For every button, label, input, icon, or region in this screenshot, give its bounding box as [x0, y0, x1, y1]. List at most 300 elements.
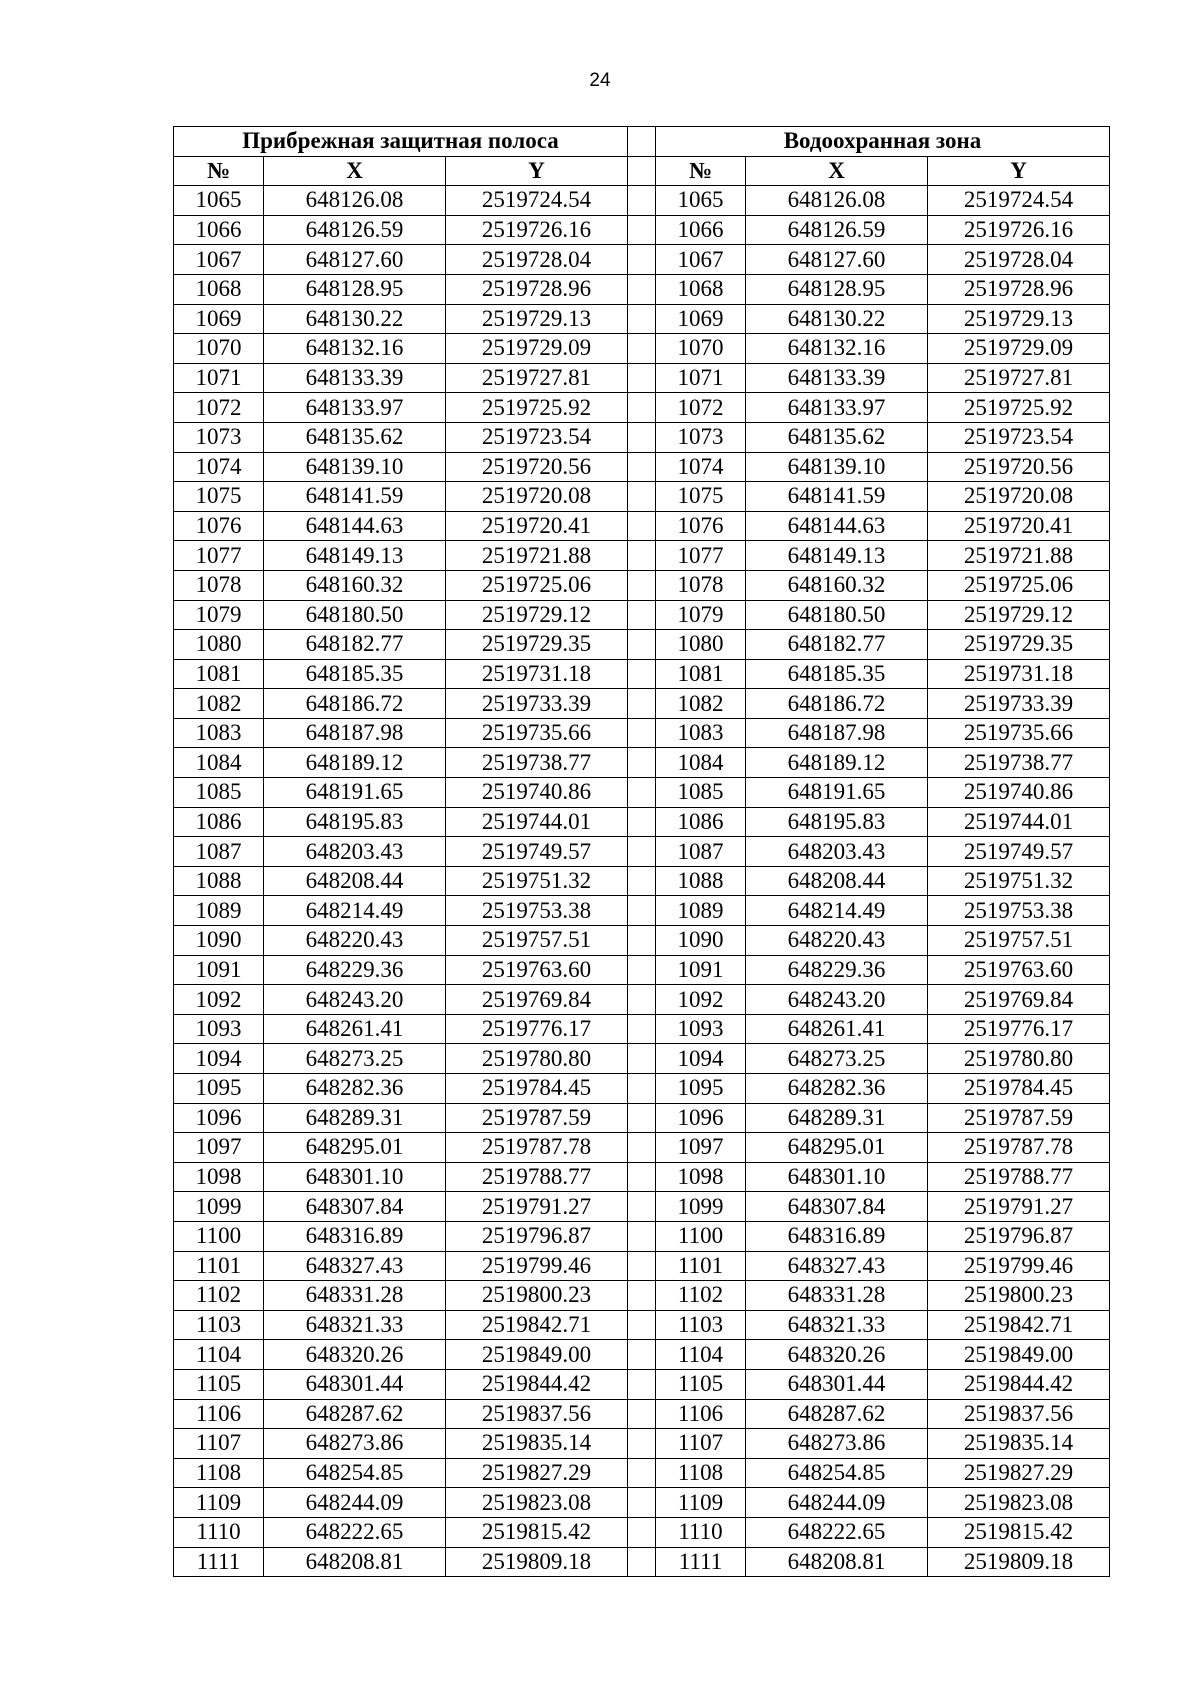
right-y-coordinate: 2519735.66 — [928, 718, 1110, 748]
column-gap — [628, 1369, 656, 1399]
right-x-coordinate: 648243.20 — [746, 985, 928, 1015]
left-point-number: 1099 — [174, 1192, 264, 1222]
table-row — [174, 363, 1110, 393]
table-row — [174, 1133, 1110, 1163]
right-point-number: 1097 — [656, 1133, 746, 1163]
left-x-coordinate: 648126.08 — [264, 186, 446, 216]
right-y-coordinate: 2519731.18 — [928, 659, 1110, 689]
right-x-coordinate: 648208.81 — [746, 1547, 928, 1577]
table-row — [174, 304, 1110, 334]
left-y-coordinate: 2519835.14 — [446, 1429, 628, 1459]
left-point-number: 1071 — [174, 363, 264, 393]
coastal-strip-title: Прибрежная защитная полоса — [174, 127, 628, 157]
right-point-number: 1096 — [656, 1103, 746, 1133]
table-row — [174, 896, 1110, 926]
left-point-number: 1106 — [174, 1399, 264, 1429]
right-x-coordinate: 648301.44 — [746, 1369, 928, 1399]
column-gap — [628, 541, 656, 571]
right-point-number: 1092 — [656, 985, 746, 1015]
column-gap — [628, 926, 656, 956]
left-y-coordinate: 2519729.12 — [446, 600, 628, 630]
right-x-coordinate: 648126.08 — [746, 186, 928, 216]
right-point-number: 1079 — [656, 600, 746, 630]
right-x-coordinate: 648186.72 — [746, 689, 928, 719]
right-x-coordinate: 648133.97 — [746, 393, 928, 423]
right-point-number: 1101 — [656, 1251, 746, 1281]
left-x-coordinate: 648130.22 — [264, 304, 446, 334]
right-y-coordinate: 2519796.87 — [928, 1221, 1110, 1251]
column-gap — [628, 689, 656, 719]
right-y-coordinate: 2519787.78 — [928, 1133, 1110, 1163]
left-point-number: 1080 — [174, 630, 264, 660]
right-x-coordinate: 648126.59 — [746, 215, 928, 245]
right-y-coordinate: 2519835.14 — [928, 1429, 1110, 1459]
right-x-coordinate: 648273.86 — [746, 1429, 928, 1459]
table-row — [174, 1429, 1110, 1459]
right-y-coordinate: 2519823.08 — [928, 1488, 1110, 1518]
left-point-number: 1070 — [174, 334, 264, 364]
right-point-number: 1074 — [656, 452, 746, 482]
column-gap — [628, 1547, 656, 1577]
right-y-coordinate: 2519733.39 — [928, 689, 1110, 719]
table-row — [174, 422, 1110, 452]
left-point-number: 1104 — [174, 1340, 264, 1370]
left-point-number: 1066 — [174, 215, 264, 245]
table-row — [174, 1074, 1110, 1104]
left-y-coordinate: 2519780.80 — [446, 1044, 628, 1074]
right-point-number: 1109 — [656, 1488, 746, 1518]
left-x-coordinate: 648133.97 — [264, 393, 446, 423]
left-point-number: 1094 — [174, 1044, 264, 1074]
left-y-coordinate: 2519757.51 — [446, 926, 628, 956]
right-x-coordinate: 648316.89 — [746, 1221, 928, 1251]
left-point-number: 1102 — [174, 1281, 264, 1311]
left-y-coordinate: 2519799.46 — [446, 1251, 628, 1281]
left-y-coordinate: 2519763.60 — [446, 955, 628, 985]
right-x-coordinate: 648191.65 — [746, 778, 928, 808]
left-x-coordinate: 648203.43 — [264, 837, 446, 867]
right-point-number: 1082 — [656, 689, 746, 719]
left-y-coordinate: 2519735.66 — [446, 718, 628, 748]
column-gap — [628, 127, 656, 157]
left-y-coordinate: 2519720.41 — [446, 511, 628, 541]
right-point-number: 1069 — [656, 304, 746, 334]
left-x-coordinate: 648307.84 — [264, 1192, 446, 1222]
left-y-coordinate: 2519740.86 — [446, 778, 628, 808]
right-x-coordinate: 648273.25 — [746, 1044, 928, 1074]
left-y-coordinate: 2519727.81 — [446, 363, 628, 393]
right-y-coordinate: 2519769.84 — [928, 985, 1110, 1015]
table-row — [174, 630, 1110, 660]
left-point-number: 1076 — [174, 511, 264, 541]
table-row — [174, 659, 1110, 689]
coordinates-body — [174, 186, 1110, 1577]
right-point-number: 1088 — [656, 866, 746, 896]
left-y-coordinate: 2519728.04 — [446, 245, 628, 275]
right-x-coordinate: 648214.49 — [746, 896, 928, 926]
column-gap — [628, 363, 656, 393]
left-x-coordinate: 648289.31 — [264, 1103, 446, 1133]
left-x-coordinate: 648287.62 — [264, 1399, 446, 1429]
column-gap — [628, 1192, 656, 1222]
left-y-coordinate: 2519800.23 — [446, 1281, 628, 1311]
left-y-coordinate: 2519723.54 — [446, 422, 628, 452]
column-gap — [628, 718, 656, 748]
left-x-coordinate: 648149.13 — [264, 541, 446, 571]
right-y-coordinate: 2519740.86 — [928, 778, 1110, 808]
column-gap — [628, 245, 656, 275]
left-x-coordinate: 648282.36 — [264, 1074, 446, 1104]
left-point-number: 1105 — [174, 1369, 264, 1399]
column-gap — [628, 748, 656, 778]
water-protection-zone-title: Водоохранная зона — [656, 127, 1110, 157]
table-row — [174, 1103, 1110, 1133]
right-y-coordinate: 2519815.42 — [928, 1517, 1110, 1547]
right-y-coordinate: 2519787.59 — [928, 1103, 1110, 1133]
right-y-coordinate: 2519827.29 — [928, 1458, 1110, 1488]
column-gap — [628, 452, 656, 482]
page-number: 24 — [589, 70, 611, 91]
left-y-coordinate: 2519731.18 — [446, 659, 628, 689]
table-row — [174, 926, 1110, 956]
left-x-coordinate: 648214.49 — [264, 896, 446, 926]
column-gap — [628, 896, 656, 926]
right-y-coordinate: 2519738.77 — [928, 748, 1110, 778]
right-point-number: 1076 — [656, 511, 746, 541]
column-gap — [628, 1517, 656, 1547]
right-y-coordinate: 2519720.56 — [928, 452, 1110, 482]
left-y-coordinate: 2519769.84 — [446, 985, 628, 1015]
table-row — [174, 1340, 1110, 1370]
right-point-number: 1104 — [656, 1340, 746, 1370]
right-x-coordinate: 648321.33 — [746, 1310, 928, 1340]
right-y-coordinate: 2519729.35 — [928, 630, 1110, 660]
left-x-coordinate: 648128.95 — [264, 274, 446, 304]
left-point-number: 1065 — [174, 186, 264, 216]
table-row — [174, 718, 1110, 748]
left-x-coordinate: 648316.89 — [264, 1221, 446, 1251]
table-row — [174, 245, 1110, 275]
right-x-coordinate: 648331.28 — [746, 1281, 928, 1311]
column-gap — [628, 1074, 656, 1104]
left-x-coordinate: 648195.83 — [264, 807, 446, 837]
right-x-coordinate: 648195.83 — [746, 807, 928, 837]
right-y-coordinate: 2519720.41 — [928, 511, 1110, 541]
table-row — [174, 837, 1110, 867]
right-y-coordinate: 2519725.06 — [928, 570, 1110, 600]
right-x-coordinate: 648261.41 — [746, 1014, 928, 1044]
right-x-coordinate: 648128.95 — [746, 274, 928, 304]
table-row — [174, 186, 1110, 216]
column-gap — [628, 1133, 656, 1163]
table-row — [174, 452, 1110, 482]
left-point-number: 1110 — [174, 1517, 264, 1547]
right-y-coordinate: 2519726.16 — [928, 215, 1110, 245]
left-x-coordinate: 648126.59 — [264, 215, 446, 245]
right-x-coordinate: 648229.36 — [746, 955, 928, 985]
right-y-coordinate: 2519749.57 — [928, 837, 1110, 867]
left-y-coordinate: 2519784.45 — [446, 1074, 628, 1104]
table-row — [174, 1014, 1110, 1044]
right-x-coordinate: 648220.43 — [746, 926, 928, 956]
left-point-number: 1092 — [174, 985, 264, 1015]
table-row — [174, 600, 1110, 630]
left-y-coordinate: 2519720.56 — [446, 452, 628, 482]
left-point-number: 1107 — [174, 1429, 264, 1459]
table-row — [174, 1488, 1110, 1518]
left-x-coordinate: 648261.41 — [264, 1014, 446, 1044]
right-y-coordinate: 2519776.17 — [928, 1014, 1110, 1044]
left-x-coordinate: 648144.63 — [264, 511, 446, 541]
right-point-number: 1081 — [656, 659, 746, 689]
left-x-coordinate: 648243.20 — [264, 985, 446, 1015]
right-y-coordinate: 2519728.04 — [928, 245, 1110, 275]
coordinates-table — [173, 126, 1110, 1577]
right-x-coordinate: 648320.26 — [746, 1340, 928, 1370]
right-x-coordinate: 648208.44 — [746, 866, 928, 896]
left-x-coordinate: 648187.98 — [264, 718, 446, 748]
column-gap — [628, 1310, 656, 1340]
left-x-coordinate: 648139.10 — [264, 452, 446, 482]
left-x-coordinate: 648132.16 — [264, 334, 446, 364]
right-point-number: 1066 — [656, 215, 746, 245]
right-x-coordinate: 648127.60 — [746, 245, 928, 275]
left-point-number: 1081 — [174, 659, 264, 689]
left-point-number: 1100 — [174, 1221, 264, 1251]
right-y-coordinate: 2519784.45 — [928, 1074, 1110, 1104]
right-point-number: 1106 — [656, 1399, 746, 1429]
column-gap — [628, 156, 656, 186]
left-header-x: X — [264, 156, 446, 186]
left-point-number: 1111 — [174, 1547, 264, 1577]
right-x-coordinate: 648244.09 — [746, 1488, 928, 1518]
left-y-coordinate: 2519744.01 — [446, 807, 628, 837]
column-gap — [628, 1044, 656, 1074]
left-header-y: Y — [446, 156, 628, 186]
table-row — [174, 1162, 1110, 1192]
right-x-coordinate: 648189.12 — [746, 748, 928, 778]
right-x-coordinate: 648222.65 — [746, 1517, 928, 1547]
right-y-coordinate: 2519809.18 — [928, 1547, 1110, 1577]
left-point-number: 1091 — [174, 955, 264, 985]
table-row — [174, 1281, 1110, 1311]
column-gap — [628, 1429, 656, 1459]
right-y-coordinate: 2519728.96 — [928, 274, 1110, 304]
column-gap — [628, 186, 656, 216]
left-x-coordinate: 648127.60 — [264, 245, 446, 275]
right-x-coordinate: 648301.10 — [746, 1162, 928, 1192]
column-gap — [628, 1103, 656, 1133]
left-point-number: 1090 — [174, 926, 264, 956]
column-gap — [628, 1281, 656, 1311]
right-point-number: 1102 — [656, 1281, 746, 1311]
left-x-coordinate: 648191.65 — [264, 778, 446, 808]
left-y-coordinate: 2519726.16 — [446, 215, 628, 245]
right-point-number: 1065 — [656, 186, 746, 216]
left-point-number: 1072 — [174, 393, 264, 423]
left-point-number: 1093 — [174, 1014, 264, 1044]
right-y-coordinate: 2519724.54 — [928, 186, 1110, 216]
left-x-coordinate: 648244.09 — [264, 1488, 446, 1518]
right-point-number: 1100 — [656, 1221, 746, 1251]
table-row — [174, 334, 1110, 364]
right-point-number: 1077 — [656, 541, 746, 571]
left-point-number: 1079 — [174, 600, 264, 630]
left-point-number: 1089 — [174, 896, 264, 926]
left-y-coordinate: 2519849.00 — [446, 1340, 628, 1370]
column-gap — [628, 837, 656, 867]
left-x-coordinate: 648327.43 — [264, 1251, 446, 1281]
right-point-number: 1067 — [656, 245, 746, 275]
table-row — [174, 1044, 1110, 1074]
column-gap — [628, 215, 656, 245]
right-point-number: 1089 — [656, 896, 746, 926]
right-x-coordinate: 648130.22 — [746, 304, 928, 334]
left-point-number: 1082 — [174, 689, 264, 719]
right-point-number: 1108 — [656, 1458, 746, 1488]
table-row — [174, 1369, 1110, 1399]
right-point-number: 1099 — [656, 1192, 746, 1222]
column-gap — [628, 1014, 656, 1044]
column-gap — [628, 334, 656, 364]
right-x-coordinate: 648160.32 — [746, 570, 928, 600]
right-x-coordinate: 648289.31 — [746, 1103, 928, 1133]
right-x-coordinate: 648307.84 — [746, 1192, 928, 1222]
left-x-coordinate: 648301.10 — [264, 1162, 446, 1192]
left-point-number: 1078 — [174, 570, 264, 600]
right-y-coordinate: 2519729.09 — [928, 334, 1110, 364]
right-point-number: 1073 — [656, 422, 746, 452]
left-x-coordinate: 648189.12 — [264, 748, 446, 778]
table-row — [174, 955, 1110, 985]
left-x-coordinate: 648141.59 — [264, 482, 446, 512]
left-header-number: № — [174, 156, 264, 186]
left-x-coordinate: 648331.28 — [264, 1281, 446, 1311]
left-x-coordinate: 648321.33 — [264, 1310, 446, 1340]
right-x-coordinate: 648144.63 — [746, 511, 928, 541]
left-y-coordinate: 2519787.78 — [446, 1133, 628, 1163]
left-y-coordinate: 2519796.87 — [446, 1221, 628, 1251]
left-y-coordinate: 2519776.17 — [446, 1014, 628, 1044]
left-y-coordinate: 2519729.35 — [446, 630, 628, 660]
right-header-y: Y — [928, 156, 1110, 186]
right-y-coordinate: 2519744.01 — [928, 807, 1110, 837]
right-point-number: 1107 — [656, 1429, 746, 1459]
left-y-coordinate: 2519729.09 — [446, 334, 628, 364]
left-x-coordinate: 648254.85 — [264, 1458, 446, 1488]
left-y-coordinate: 2519827.29 — [446, 1458, 628, 1488]
column-gap — [628, 1251, 656, 1281]
left-y-coordinate: 2519720.08 — [446, 482, 628, 512]
left-x-coordinate: 648180.50 — [264, 600, 446, 630]
right-y-coordinate: 2519723.54 — [928, 422, 1110, 452]
table-row — [174, 511, 1110, 541]
left-y-coordinate: 2519729.13 — [446, 304, 628, 334]
right-x-coordinate: 648149.13 — [746, 541, 928, 571]
right-y-coordinate: 2519725.92 — [928, 393, 1110, 423]
right-y-coordinate: 2519800.23 — [928, 1281, 1110, 1311]
left-point-number: 1098 — [174, 1162, 264, 1192]
left-point-number: 1085 — [174, 778, 264, 808]
section-title-row — [174, 127, 1110, 157]
column-gap — [628, 778, 656, 808]
right-point-number: 1087 — [656, 837, 746, 867]
table-row — [174, 1399, 1110, 1429]
right-x-coordinate: 648135.62 — [746, 422, 928, 452]
right-x-coordinate: 648185.35 — [746, 659, 928, 689]
right-point-number: 1090 — [656, 926, 746, 956]
right-point-number: 1093 — [656, 1014, 746, 1044]
table-row — [174, 807, 1110, 837]
column-gap — [628, 1162, 656, 1192]
table-row — [174, 1458, 1110, 1488]
left-point-number: 1075 — [174, 482, 264, 512]
table-row — [174, 541, 1110, 571]
left-y-coordinate: 2519724.54 — [446, 186, 628, 216]
table-row — [174, 1517, 1110, 1547]
left-y-coordinate: 2519788.77 — [446, 1162, 628, 1192]
left-y-coordinate: 2519787.59 — [446, 1103, 628, 1133]
right-header-x: X — [746, 156, 928, 186]
right-y-coordinate: 2519727.81 — [928, 363, 1110, 393]
right-point-number: 1103 — [656, 1310, 746, 1340]
right-point-number: 1105 — [656, 1369, 746, 1399]
left-x-coordinate: 648229.36 — [264, 955, 446, 985]
left-point-number: 1109 — [174, 1488, 264, 1518]
left-x-coordinate: 648133.39 — [264, 363, 446, 393]
right-x-coordinate: 648203.43 — [746, 837, 928, 867]
right-x-coordinate: 648141.59 — [746, 482, 928, 512]
column-gap — [628, 304, 656, 334]
left-point-number: 1103 — [174, 1310, 264, 1340]
right-x-coordinate: 648282.36 — [746, 1074, 928, 1104]
column-gap — [628, 482, 656, 512]
right-y-coordinate: 2519791.27 — [928, 1192, 1110, 1222]
left-point-number: 1077 — [174, 541, 264, 571]
right-x-coordinate: 648327.43 — [746, 1251, 928, 1281]
right-y-coordinate: 2519721.88 — [928, 541, 1110, 571]
left-point-number: 1086 — [174, 807, 264, 837]
column-gap — [628, 570, 656, 600]
column-gap — [628, 393, 656, 423]
right-x-coordinate: 648132.16 — [746, 334, 928, 364]
right-point-number: 1070 — [656, 334, 746, 364]
column-gap — [628, 630, 656, 660]
left-point-number: 1101 — [174, 1251, 264, 1281]
right-point-number: 1086 — [656, 807, 746, 837]
table-row — [174, 570, 1110, 600]
left-x-coordinate: 648135.62 — [264, 422, 446, 452]
column-gap — [628, 1340, 656, 1370]
right-point-number: 1083 — [656, 718, 746, 748]
right-y-coordinate: 2519844.42 — [928, 1369, 1110, 1399]
right-y-coordinate: 2519799.46 — [928, 1251, 1110, 1281]
table-row — [174, 985, 1110, 1015]
left-point-number: 1096 — [174, 1103, 264, 1133]
left-y-coordinate: 2519749.57 — [446, 837, 628, 867]
right-point-number: 1080 — [656, 630, 746, 660]
left-point-number: 1108 — [174, 1458, 264, 1488]
left-x-coordinate: 648295.01 — [264, 1133, 446, 1163]
left-x-coordinate: 648208.44 — [264, 866, 446, 896]
right-y-coordinate: 2519849.00 — [928, 1340, 1110, 1370]
right-point-number: 1091 — [656, 955, 746, 985]
column-gap — [628, 600, 656, 630]
column-gap — [628, 1399, 656, 1429]
column-gap — [628, 985, 656, 1015]
right-y-coordinate: 2519788.77 — [928, 1162, 1110, 1192]
left-y-coordinate: 2519721.88 — [446, 541, 628, 571]
